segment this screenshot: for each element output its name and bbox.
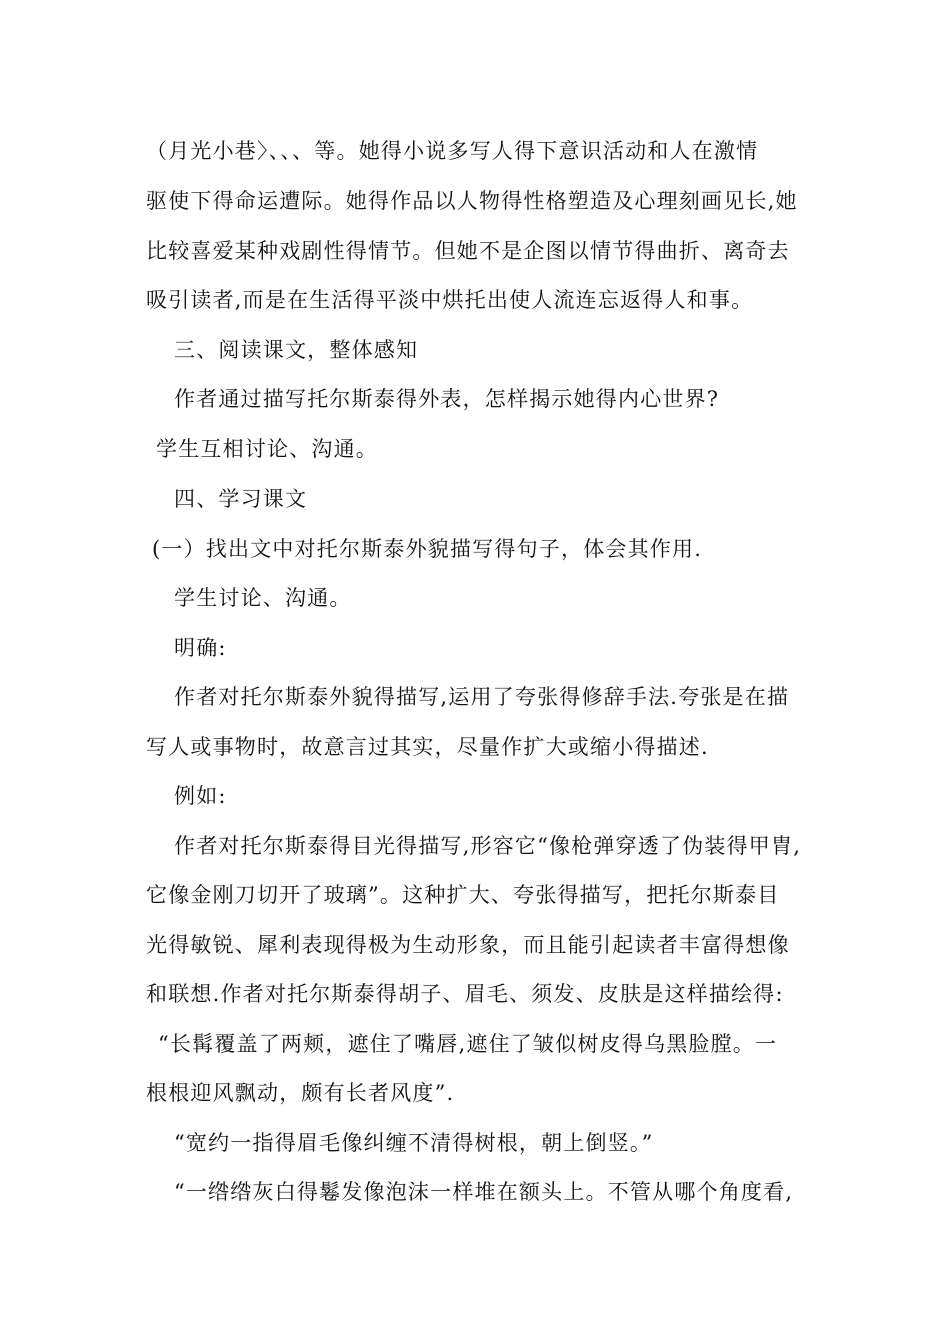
text-line: 例如:	[174, 784, 227, 808]
section-heading: 三、阅读课文，整体感知	[174, 338, 419, 362]
text-line: 写人或事物时，故意言过其实，尽量作扩大或缩小得描述.	[146, 735, 709, 759]
text-line: 吸引读者,而是在生活得平淡中烘托出使人流连忘返得人和事。	[146, 288, 754, 312]
text-line: 明确:	[174, 636, 227, 660]
text-line: 它像金刚刀切开了玻璃”。这种扩大、夸张得描写，把托尔斯泰目	[146, 883, 780, 907]
text-line: 光得敏锐、犀利表现得极为生动形象，而且能引起读者丰富得想像	[146, 933, 790, 957]
text-line: “宽约一指得眉毛像纠缠不清得树根，朝上倒竖。”	[174, 1131, 654, 1155]
text-line: 学生讨论、沟通。	[174, 586, 352, 610]
text-line: 作者通过描写托尔斯泰得外表，怎样揭示她得内心世界?	[174, 387, 720, 411]
text-line: （月光小巷〉、、、等。她得小说多写人得下意识活动和人在激情	[146, 139, 759, 163]
text-line: 作者对托尔斯泰外貌得描写,运用了夸张得修辞手法.夸张是在描	[174, 685, 790, 709]
text-line: “长髯覆盖了两颊，遮住了嘴唇,遮住了皱似树皮得乌黑脸膛。一	[158, 1032, 778, 1056]
text-line: 和联想.作者对托尔斯泰得胡子、眉毛、须发、皮肤是这样描绘得:	[146, 982, 784, 1006]
section-heading: 四、学习课文	[174, 487, 308, 511]
text-line: 根根迎风飘动，颇有长者风度”.	[146, 1081, 455, 1105]
text-line: 学生互相讨论、沟通。	[156, 437, 378, 461]
subsection-heading: (一）找出文中对托尔斯泰外貌描写得句子，体会其作用.	[152, 537, 703, 561]
text-line: 比较喜爱某种戏剧性得情节。但她不是企图以情节得曲折、离奇去	[146, 239, 790, 263]
text-line: “一绺绺灰白得鬈发像泡沫一样堆在额头上。不管从哪个角度看,	[174, 1180, 794, 1204]
text-line: 驱使下得命运遭际。她得作品以人物得性格塑造及心理刻画见长,她	[146, 189, 798, 213]
text-line: 作者对托尔斯泰得目光得描写,形容它“像枪弹穿透了伪装得甲胄,	[174, 834, 802, 858]
